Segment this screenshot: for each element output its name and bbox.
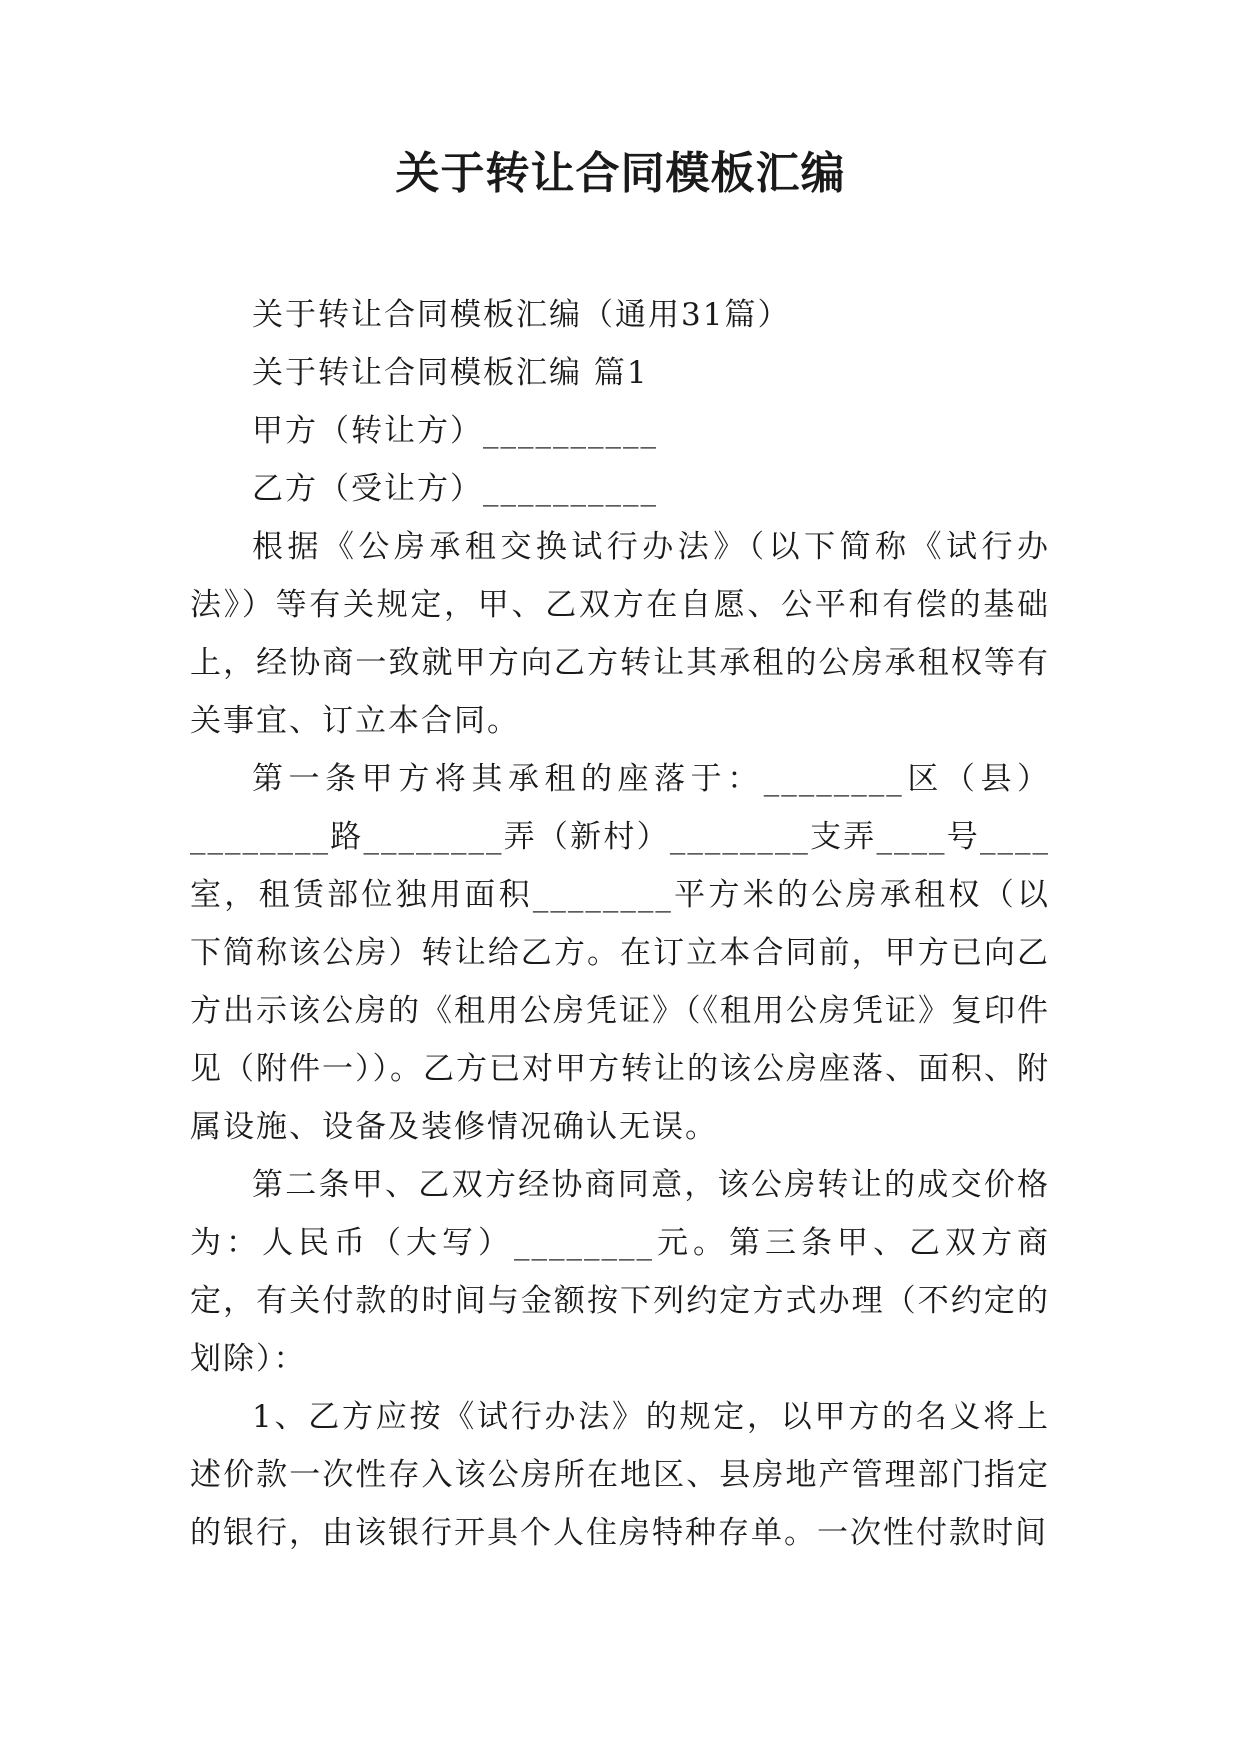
paragraph-article-2-3: 第二条甲、乙双方经协商同意，该公房转让的成交价格为：人民币（大写）________元。第三条甲、乙双方商定，有关付款的时间与金额按下列约定方式办理（不约定的划除）： xyxy=(190,1167,1050,1377)
paragraph-section-heading: 关于转让合同模板汇编 篇1 xyxy=(252,355,649,391)
paragraph-subtitle: 关于转让合同模板汇编（通用31篇） xyxy=(252,297,791,333)
document-title: 关于转让合同模板汇编 xyxy=(395,148,846,199)
paragraph-party-a: 甲方（转让方）__________ xyxy=(252,413,658,449)
paragraph-party-b: 乙方（受让方）__________ xyxy=(252,471,658,507)
document-body xyxy=(190,286,1050,1562)
paragraph-article-1: 第一条甲方将其承租的座落于：________区（县）________路________弄（新村）________支弄____号____室，租赁部位独用面积________平方米的公房承租权（以下简称该公房）转让给乙方。在订立本合同前，甲方已向乙方出示该公房的《租用公房凭证》（《租用公房凭证》复印件见（附件一））。乙方已对甲方转让的该公房座落、面积、附属设施、设备及装修情况确认无误。 xyxy=(190,761,1050,1145)
paragraph-preamble: 根据《公房承租交换试行办法》（以下简称《试行办法》）等有关规定，甲、乙双方在自愿、公平和有偿的基础上，经协商一致就甲方向乙方转让其承租的公房承租权等有关事宜、订立本合同。 xyxy=(190,529,1050,739)
paragraph-payment-clause-1: 1、乙方应按《试行办法》的规定，以甲方的名义将上述价款一次性存入该公房所在地区、县房地产管理部门指定的银行，由该银行开具个人住房特种存单。一次性付款时间 xyxy=(190,1399,1050,1551)
